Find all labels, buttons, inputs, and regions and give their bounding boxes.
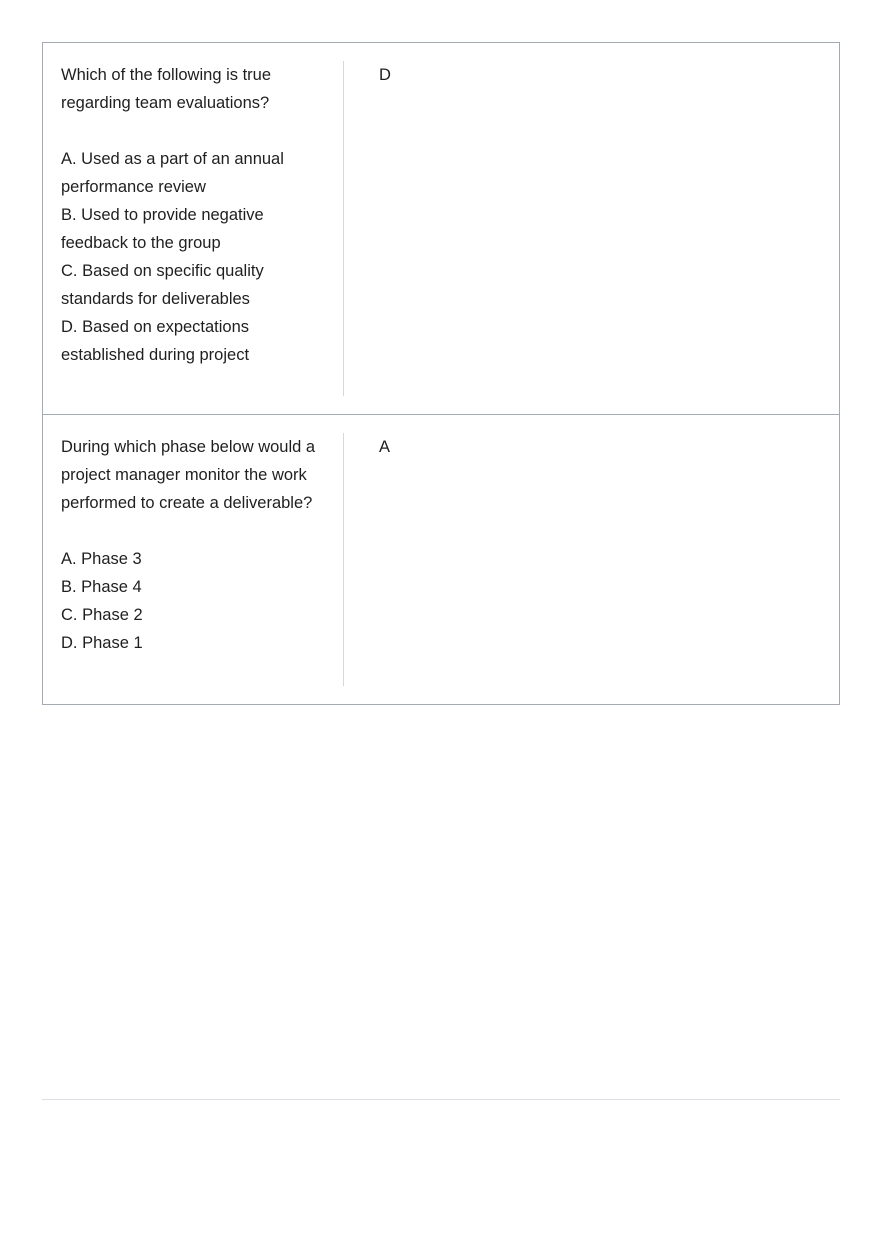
footer-divider [42,1099,840,1100]
option-d: D. Based on expectations established during project [61,318,250,364]
flashcard-definition [344,433,839,686]
option-b: B. Phase 4 [61,578,142,596]
option-d: D. Phase 1 [61,634,143,652]
flashcard-definition [344,61,839,396]
option-c: C. Based on specific quality standards for deliverables [61,262,264,308]
flashcard-list [42,42,840,705]
option-a: A. Phase 3 [61,550,142,568]
flashcard [42,415,840,705]
answer-text: D [379,66,391,84]
answer-options [61,545,331,657]
question-text: Which of the following is true regarding team evaluations? [61,66,272,112]
flashcard-term [43,433,344,686]
option-b: B. Used to provide negative feedback to the group [61,206,264,252]
question-text: During which phase below would a project manager monitor the work performed to create a deliverable? [61,438,316,512]
flashcard-term [43,61,344,396]
answer-options [61,145,331,369]
flashcard [42,42,840,415]
option-c: C. Phase 2 [61,606,143,624]
option-a: A. Used as a part of an annual performance review [61,150,284,196]
answer-text: A [379,438,391,456]
